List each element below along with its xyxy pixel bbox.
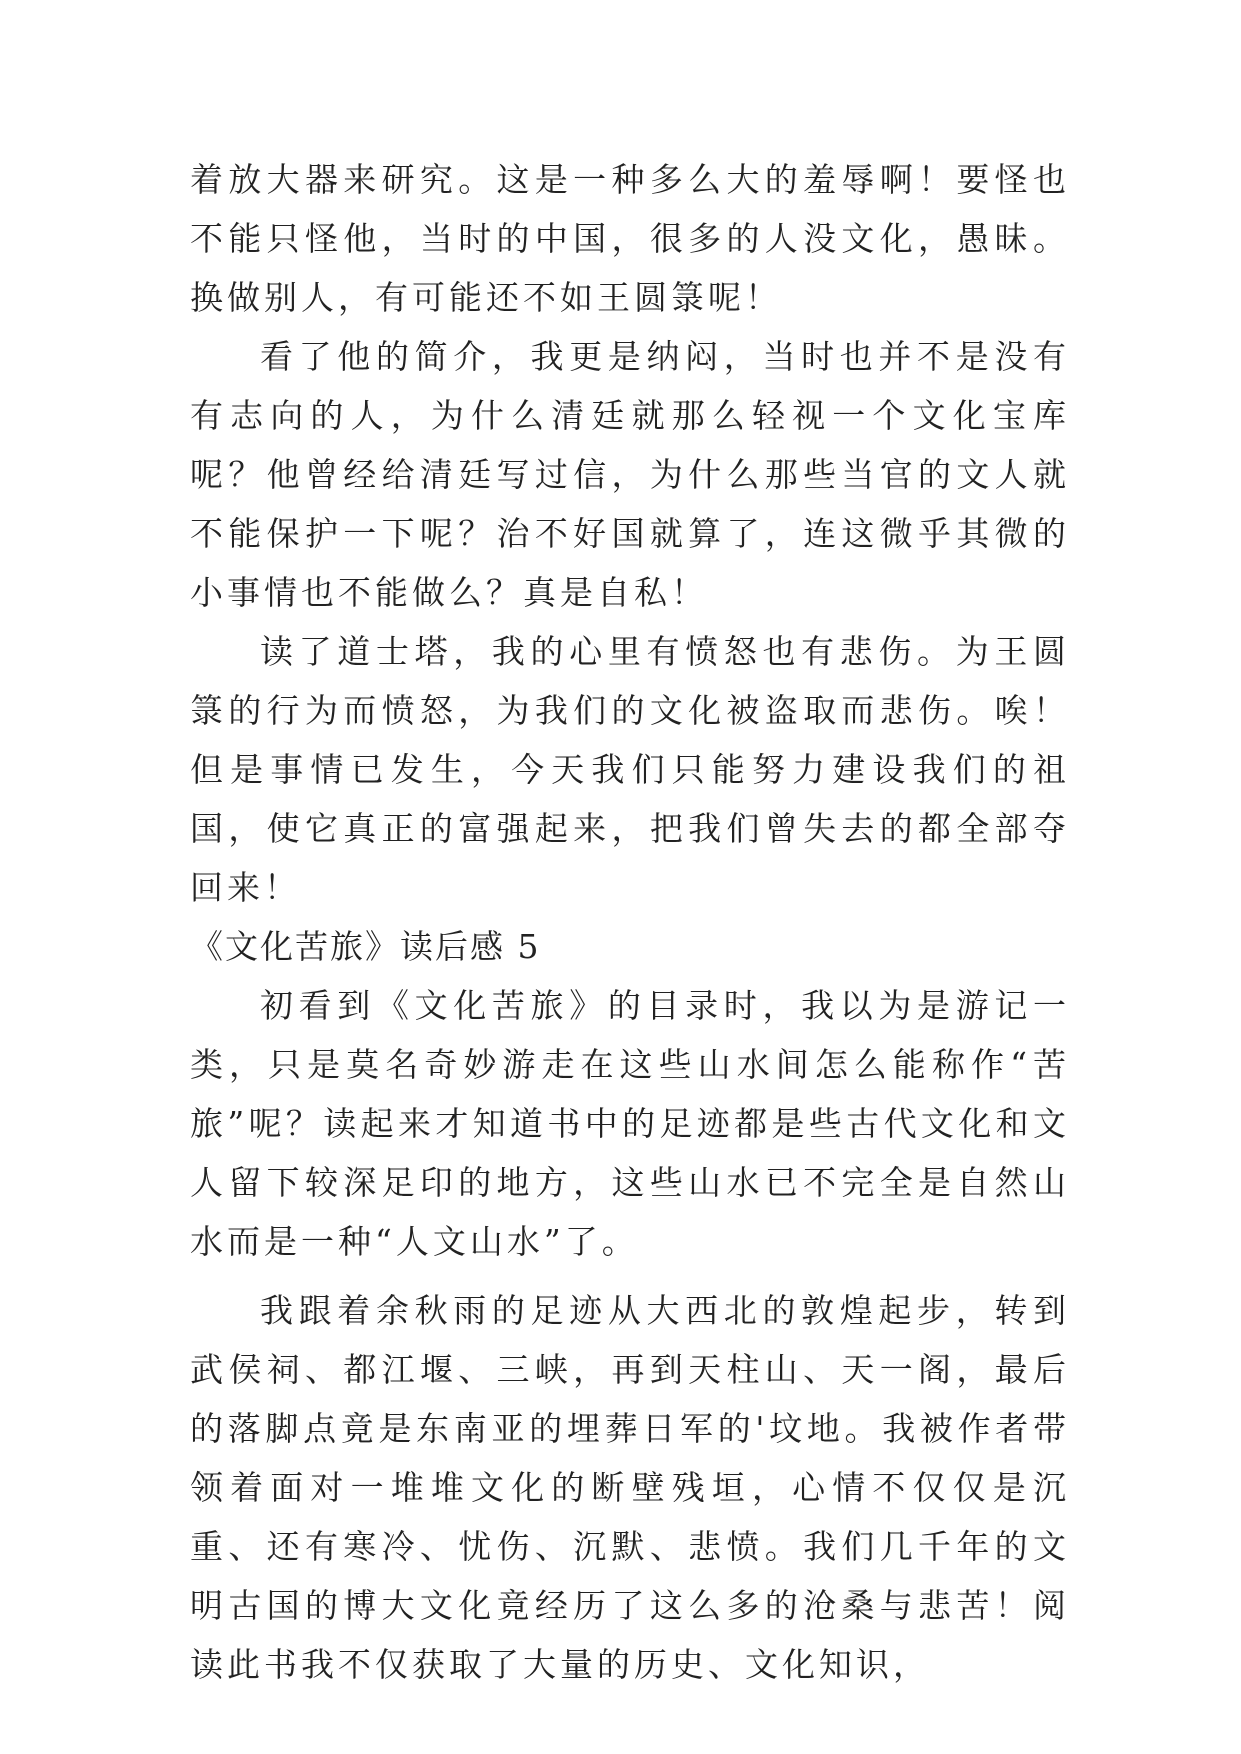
section-heading: 《文化苦旅》读后感 5: [190, 927, 541, 966]
paragraph-footsteps: 我跟着余秋雨的足迹从大西北的敦煌起步，转到武侯祠、都江堰、三峡，再到天柱山、天一阁，最后的落脚点竟是东南亚的埋葬日军的'坟地。我被作者带领着面对一堆堆文化的断壁残垣，心情不仅仅是沉重、还有寒冷、忧伤、沉默、悲愤。我们几千年的文明古国的博大文化竟经历了这么多的沧桑与悲苦！阅读此书我不仅获取了大量的历史、文化知识，: [190, 1291, 1070, 1684]
paragraph-first-look: 初看到《文化苦旅》的目录时，我以为是游记一类，只是莫名奇妙游走在这些山水间怎么能称作“苦旅”呢？读起来才知道书中的足迹都是些古代文化和文人留下较深足印的地方，这些山水已不完全是自然山水而是一种“人文山水”了。: [190, 986, 1070, 1261]
paragraph-continued: 着放大器来研究。这是一种多么大的羞辱啊！要怪也不能只怪他，当时的中国，很多的人没文化，愚昧。换做别人，有可能还不如王圆箓呢！: [190, 160, 1070, 317]
paragraph-taoist-tower: 读了道士塔，我的心里有愤怒也有悲伤。为王圆箓的行为而愤怒，为我们的文化被盗取而悲伤。唉！但是事情已发生，今天我们只能努力建设我们的祖国，使它真正的富强起来，把我们曾失去的都全部夺回来！: [190, 632, 1070, 907]
document-body: [190, 150, 1070, 1694]
paragraph-brief-intro: 看了他的简介，我更是纳闷，当时也并不是没有有志向的人，为什么清廷就那么轻视一个文化宝库呢？他曾经给清廷写过信，为什么那些当官的文人就不能保护一下呢？治不好国就算了，连这微乎其微的小事情也不能做么？真是自私！: [190, 337, 1070, 612]
